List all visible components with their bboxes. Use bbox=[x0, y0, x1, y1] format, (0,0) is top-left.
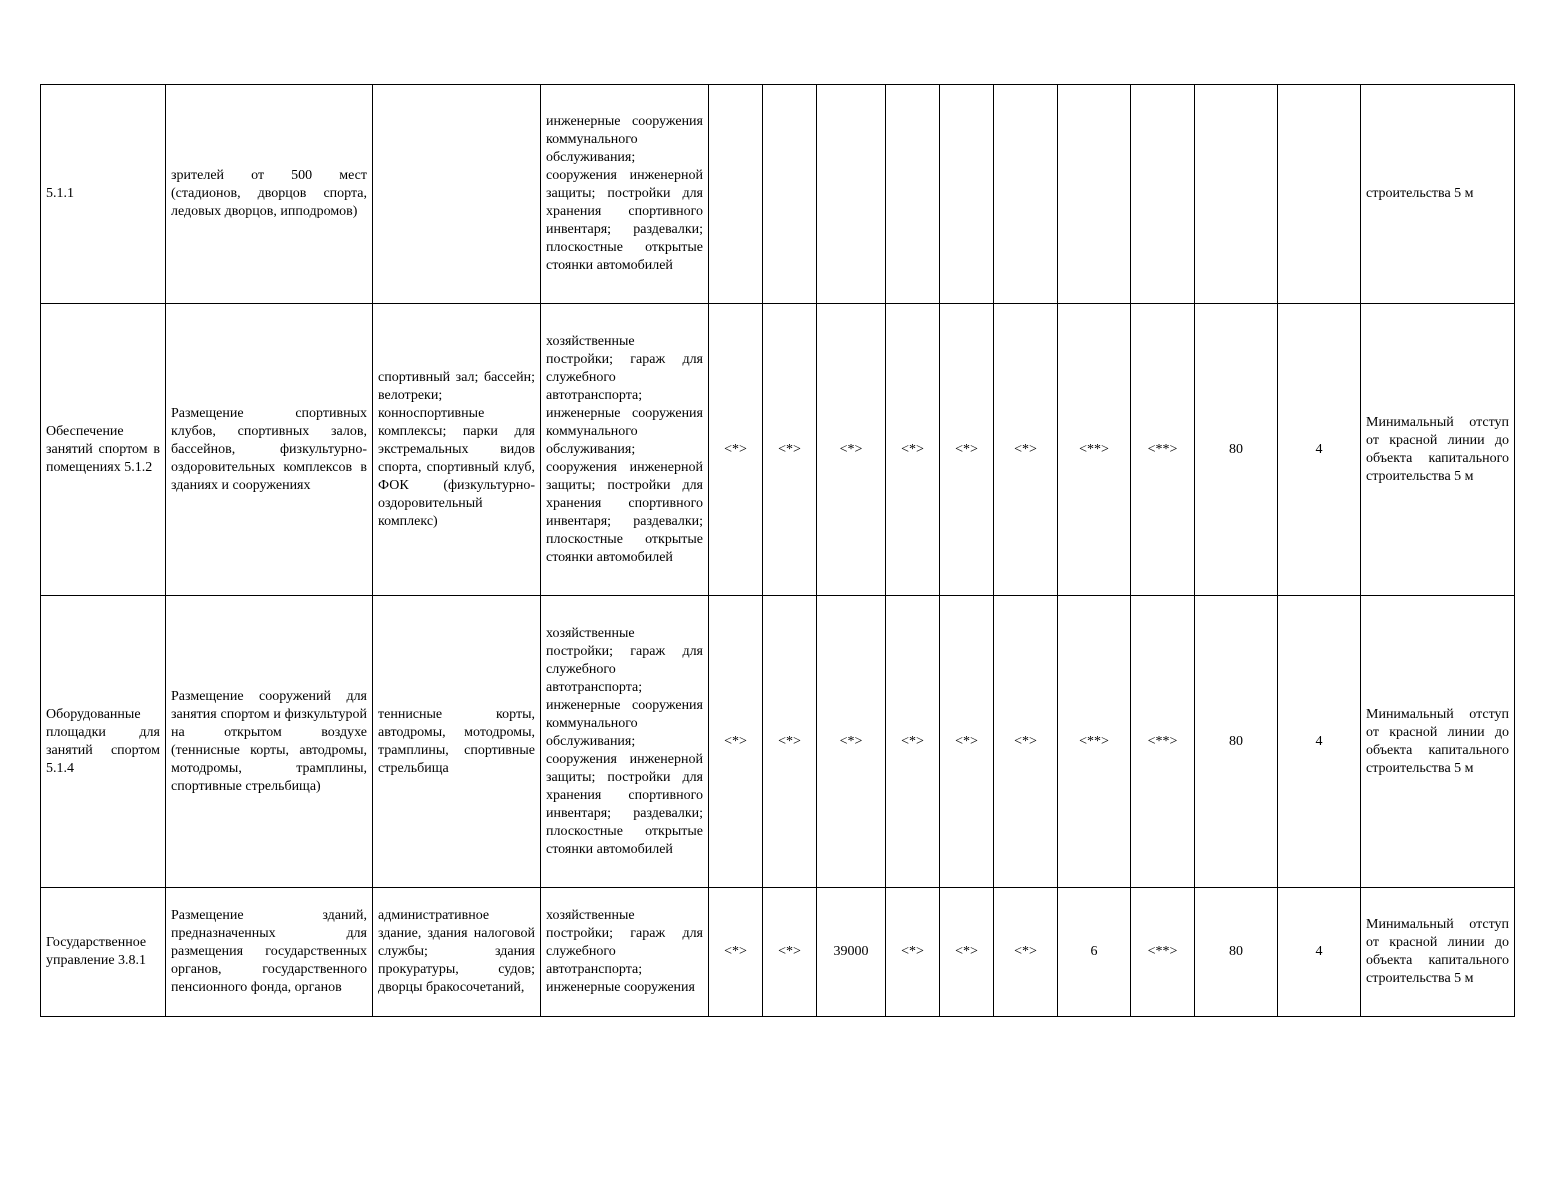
param-cell: <*> bbox=[763, 888, 817, 1017]
param-cell: 80 bbox=[1195, 888, 1278, 1017]
main-use-cell bbox=[373, 85, 541, 304]
param-cell: <*> bbox=[940, 888, 994, 1017]
table-row bbox=[41, 596, 1515, 888]
zoning-regulations-table bbox=[40, 84, 1515, 1017]
land-use-type-cell: Государственное управление 3.8.1 bbox=[41, 888, 166, 1017]
param-cell bbox=[886, 85, 940, 304]
param-cell: 4 bbox=[1278, 304, 1361, 596]
param-cell: <**> bbox=[1058, 596, 1131, 888]
description-cell: Размещение спортивных клубов, спортивных залов, бассейнов, физкультурно-оздоровительных комплексов в зданиях и сооружениях bbox=[166, 304, 373, 596]
param-cell: <*> bbox=[763, 304, 817, 596]
param-cell: 4 bbox=[1278, 596, 1361, 888]
main-use-cell: административное здание, здания налоговой службы; здания прокуратуры, судов; дворцы бракосочетаний, bbox=[373, 888, 541, 1017]
param-cell: 80 bbox=[1195, 596, 1278, 888]
param-cell: <*> bbox=[994, 596, 1058, 888]
param-cell: <**> bbox=[1058, 304, 1131, 596]
param-cell: <*> bbox=[817, 304, 886, 596]
auxiliary-use-cell: хозяйственные постройки; гараж для служебного автотранспорта; инженерные сооружения bbox=[541, 888, 709, 1017]
param-cell: <*> bbox=[886, 888, 940, 1017]
param-cell: <*> bbox=[994, 304, 1058, 596]
param-cell: 6 bbox=[1058, 888, 1131, 1017]
param-cell: <**> bbox=[1131, 304, 1195, 596]
param-cell: <*> bbox=[886, 304, 940, 596]
param-cell bbox=[1278, 85, 1361, 304]
param-cell bbox=[1195, 85, 1278, 304]
param-cell bbox=[709, 85, 763, 304]
land-use-type-cell: 5.1.1 bbox=[41, 85, 166, 304]
param-cell bbox=[1131, 85, 1195, 304]
param-cell: <*> bbox=[817, 596, 886, 888]
param-cell: 4 bbox=[1278, 888, 1361, 1017]
param-cell bbox=[940, 85, 994, 304]
auxiliary-use-cell: инженерные сооружения коммунального обслуживания; сооружения инженерной защиты; постройки для хранения спортивного инвентаря; раздевалки; плоскостные открытые стоянки автомобилей bbox=[541, 85, 709, 304]
param-cell: <**> bbox=[1131, 888, 1195, 1017]
param-cell: 39000 bbox=[817, 888, 886, 1017]
param-cell: 80 bbox=[1195, 304, 1278, 596]
param-cell: <*> bbox=[709, 304, 763, 596]
param-cell bbox=[1058, 85, 1131, 304]
param-cell: <*> bbox=[709, 596, 763, 888]
param-cell: <*> bbox=[886, 596, 940, 888]
description-cell: Размещение сооружений для занятия спортом и физкультурой на открытом воздухе (теннисные корты, автодромы, мотодромы, трамплины, спортивные стрельбища) bbox=[166, 596, 373, 888]
param-cell: <**> bbox=[1131, 596, 1195, 888]
param-cell: <*> bbox=[763, 596, 817, 888]
param-cell bbox=[817, 85, 886, 304]
param-cell: <*> bbox=[994, 888, 1058, 1017]
param-cell bbox=[763, 85, 817, 304]
land-use-type-cell: Обеспечение занятий спортом в помещениях 5.1.2 bbox=[41, 304, 166, 596]
auxiliary-use-cell: хозяйственные постройки; гараж для служебного автотранспорта; инженерные сооружения коммунального обслуживания; сооружения инженерной защиты; постройки для хранения спортивного инвентаря; раздевалки; плоскостные открытые стоянки автомобилей bbox=[541, 304, 709, 596]
note-cell: строительства 5 м bbox=[1361, 85, 1515, 304]
table-row bbox=[41, 304, 1515, 596]
table-row bbox=[41, 888, 1515, 1017]
description-cell: зрителей от 500 мест (стадионов, дворцов спорта, ледовых дворцов, ипподромов) bbox=[166, 85, 373, 304]
description-cell: Размещение зданий, предназначенных для размещения государственных органов, государственного пенсионного фонда, органов bbox=[166, 888, 373, 1017]
param-cell: <*> bbox=[709, 888, 763, 1017]
main-use-cell: теннисные корты, автодромы, мотодромы, трамплины, спортивные стрельбища bbox=[373, 596, 541, 888]
note-cell: Минимальный отступ от красной линии до объекта капитального строительства 5 м bbox=[1361, 888, 1515, 1017]
main-use-cell: спортивный зал; бассейн; велотреки; конноспортивные комплексы; парки для экстремальных видов спорта, спортивный клуб, ФОК (физкультурно-оздоровительный комплекс) bbox=[373, 304, 541, 596]
note-cell: Минимальный отступ от красной линии до объекта капитального строительства 5 м bbox=[1361, 304, 1515, 596]
param-cell: <*> bbox=[940, 304, 994, 596]
land-use-type-cell: Оборудованные площадки для занятий спортом 5.1.4 bbox=[41, 596, 166, 888]
param-cell: <*> bbox=[940, 596, 994, 888]
note-cell: Минимальный отступ от красной линии до объекта капитального строительства 5 м bbox=[1361, 596, 1515, 888]
auxiliary-use-cell: хозяйственные постройки; гараж для служебного автотранспорта; инженерные сооружения коммунального обслуживания; сооружения инженерной защиты; постройки для хранения спортивного инвентаря; раздевалки; плоскостные открытые стоянки автомобилей bbox=[541, 596, 709, 888]
param-cell bbox=[994, 85, 1058, 304]
table-row bbox=[41, 85, 1515, 304]
